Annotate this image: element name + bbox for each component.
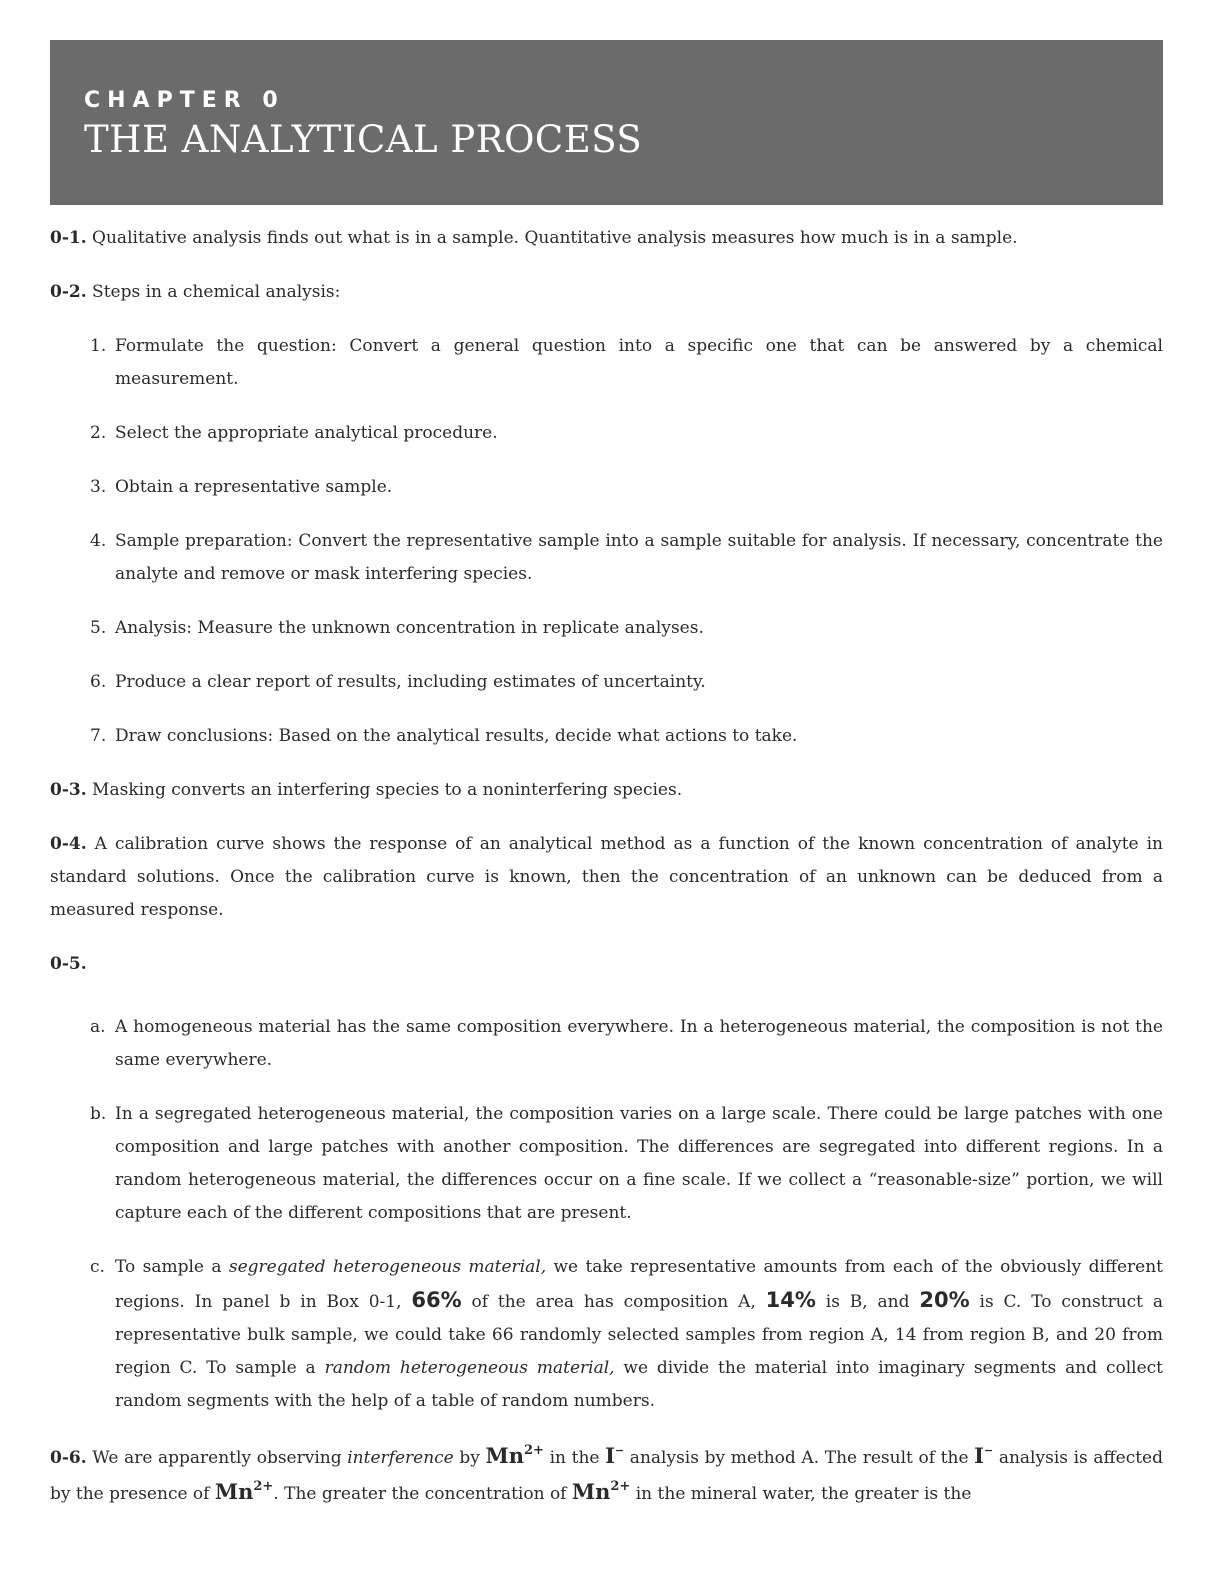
ion-charge: 2+ [524,1443,544,1458]
answer-0-6 [50,1439,1163,1511]
list-item-text: A homogeneous material has the same composition everywhere. In a heterogeneous material, the composition is not the same everywhere. [115,1017,1163,1070]
answer-0-2 [50,276,1163,309]
chapter-header [50,40,1163,205]
answer-text: We are apparently observing [86,1448,348,1468]
chemical-formula [605,1443,624,1468]
list-item-text: we take representative amounts from each of the obviously different regions. In panel b in Box 0-1, [115,1257,1163,1312]
chapter-title: THE ANALYTICAL PROCESS [84,118,643,161]
chapter-label: CHAPTER 0 [84,88,285,113]
list-item [50,666,1163,699]
answer-text: in the mineral water, the greater is the [630,1484,972,1504]
answer-text: Qualitative analysis finds out what is in a sample. Quantitative analysis measures how much is in a sample. [92,228,1018,248]
analysis-steps-list [50,330,1163,753]
manganese-symbol: Mn [571,1479,611,1504]
answer-number: 0-4. [50,834,87,854]
chemical-formula [572,1479,630,1504]
manganese-symbol: Mn [214,1479,254,1504]
list-marker: 1. [90,336,107,356]
answer-text: by [453,1448,486,1468]
answer-number: 0-5. [50,954,87,974]
manganese-symbol: Mn [485,1443,525,1468]
answer-text: in the [543,1448,606,1468]
list-item-text: Draw conclusions: Based on the analytical results, decide what actions to take. [115,726,798,746]
sampling-list [50,1011,1163,1418]
ion-charge: 2+ [253,1479,274,1494]
list-marker: 6. [90,672,107,692]
list-item [50,471,1163,504]
list-marker: 5. [90,618,107,638]
answer-text: Masking converts an interfering species to a noninterfering species. [92,780,683,800]
list-item-text: Formulate the question: Convert a general question into a specific one that can be answered by a chemical measurement. [115,336,1163,389]
list-marker: 3. [90,477,107,497]
answers-content [50,222,1163,1511]
answer-text: . The greater the concentration of [273,1484,572,1504]
list-item [50,1251,1163,1418]
answer-0-5 [50,948,1163,981]
answer-number: 0-2. [50,282,87,302]
iodide-symbol: I [974,1443,984,1468]
iodide-symbol: I [605,1443,615,1468]
list-item-text: Select the appropriate analytical procedure. [115,423,498,443]
emphasis-text: segregated heterogeneous material, [228,1257,547,1277]
list-item-text: In a segregated heterogeneous material, the composition varies on a large scale. There could be large patches with one composition and large patches with another composition. The differences are segregated into different regions. In a random heterogeneous material, the differences occur on a fine scale. If we collect a “reasonable-size” portion, we will capture each of the different compositions that are present. [115,1104,1163,1223]
list-item [50,720,1163,753]
list-item [50,525,1163,591]
list-item-text: is C. To construct a representative bulk sample, we could take 66 randomly selected samples from region A, 14 from region B, and 20 from region C. To sample a [115,1292,1164,1378]
list-item [50,417,1163,450]
ion-charge: − [983,1444,994,1457]
ion-charge: − [614,1444,625,1457]
list-item [50,330,1163,396]
list-item [50,1098,1163,1230]
list-item-text: of the area has composition A, [461,1292,766,1312]
chemical-formula [215,1479,273,1504]
list-marker: b. [90,1104,107,1124]
list-item-text: To sample a [115,1257,229,1277]
list-marker: 2. [90,423,107,443]
answer-number: 0-6. [50,1448,87,1468]
list-item-text: Analysis: Measure the unknown concentration in replicate analyses. [115,618,704,638]
answer-0-3 [50,774,1163,807]
list-marker: 4. [90,531,107,551]
list-item-text: Produce a clear report of results, including estimates of uncertainty. [115,672,706,692]
ion-charge: 2+ [610,1479,631,1494]
list-marker: c. [90,1257,105,1277]
answer-number: 0-1. [50,228,87,248]
answer-number: 0-3. [50,780,87,800]
chemical-formula [486,1443,544,1468]
answer-0-1 [50,222,1163,255]
list-item-text: is B, and [815,1292,920,1312]
answer-text: Steps in a chemical analysis: [92,282,341,302]
list-item [50,1011,1163,1077]
answer-text: A calibration curve shows the response of an analytical method as a function of the known concentration of analyte in standard solutions. Once the calibration curve is known, then the concentration of an unknown can be deduced from a measured response. [50,834,1163,920]
emphasis-text: random heterogeneous material, [324,1358,615,1378]
list-item [50,612,1163,645]
percentage-value: 20% [919,1288,970,1312]
percentage-value: 66% [411,1288,462,1312]
list-marker: 7. [90,726,107,746]
list-item-text: Sample preparation: Convert the representative sample into a sample suitable for analysis. If necessary, concentrate the analyte and remove or mask interfering species. [115,531,1163,584]
answer-0-4 [50,828,1163,927]
list-item-text: Obtain a representative sample. [115,477,393,497]
list-item-text: we divide the material into imaginary segments and collect random segments with the help of a table of random numbers. [115,1358,1163,1411]
answer-text: analysis is affected by the presence of [50,1448,1163,1504]
chemical-formula [974,1443,993,1468]
percentage-value: 14% [765,1288,816,1312]
answer-text: analysis by method A. The result of the [624,1448,975,1468]
list-marker: a. [90,1017,106,1037]
emphasis-text: interference [347,1448,454,1468]
